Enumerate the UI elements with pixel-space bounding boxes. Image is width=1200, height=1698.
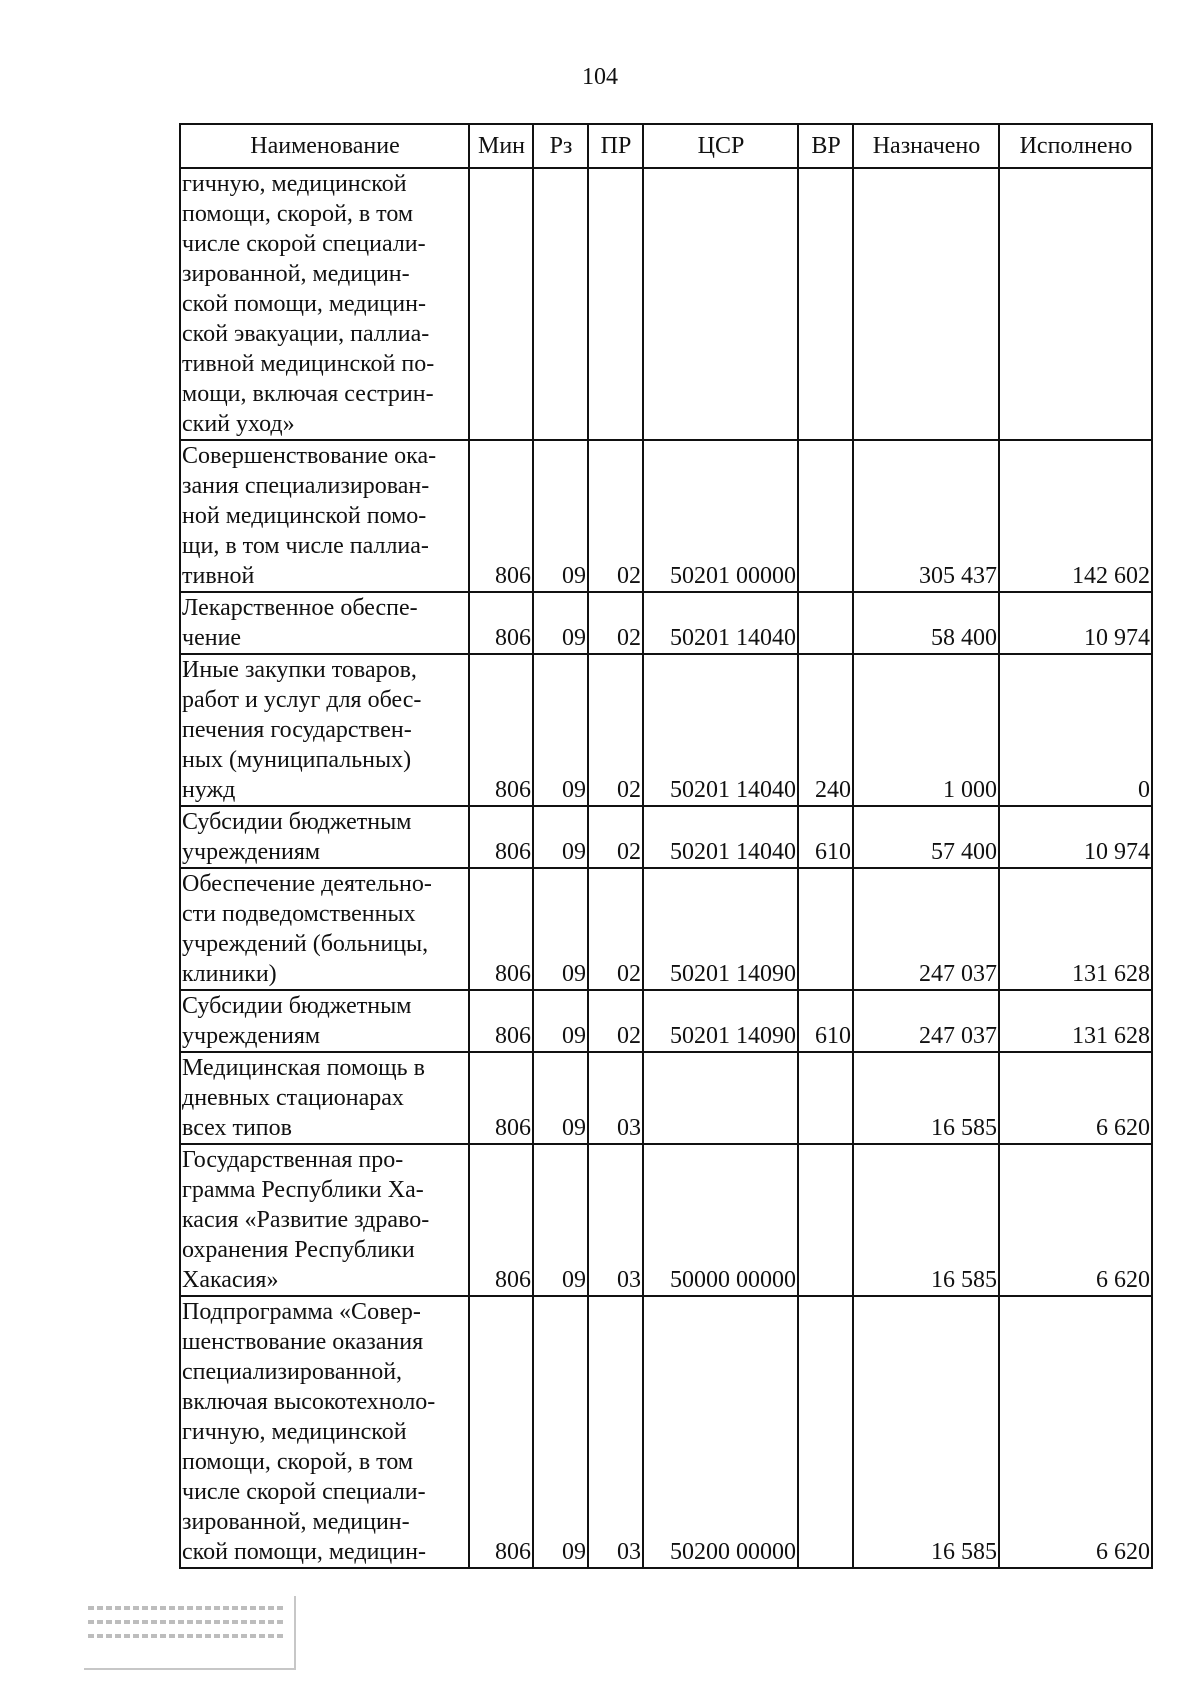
faded-stamp-mark: [84, 1596, 296, 1670]
header-name: Наименование: [180, 124, 469, 168]
cell-name: Совершенствование ока- зания специализирован- ной медицинской помо- щи, в том числе паллиа- тивной: [180, 440, 469, 592]
cell-vr: 240: [798, 654, 853, 806]
cell-assigned: 247 037: [853, 868, 999, 990]
cell-name: Медицинская помощь в дневных стационарах всех типов: [180, 1052, 469, 1144]
table-row: [180, 1296, 1152, 1568]
cell-assigned: 16 585: [853, 1296, 999, 1568]
header-pr: ПР: [588, 124, 643, 168]
cell-csr: 50201 00000: [643, 440, 798, 592]
cell-name: Лекарственное обеспе- чение: [180, 592, 469, 654]
cell-assigned: 1 000: [853, 654, 999, 806]
table-row: [180, 440, 1152, 592]
cell-csr: 50201 14040: [643, 654, 798, 806]
cell-executed: 6 620: [999, 1144, 1152, 1296]
cell-csr: 50201 14040: [643, 592, 798, 654]
cell-rz: 09: [533, 990, 588, 1052]
table-row: [180, 592, 1152, 654]
budget-table: [179, 123, 1153, 1569]
cell-assigned: 57 400: [853, 806, 999, 868]
cell-assigned: 16 585: [853, 1052, 999, 1144]
cell-assigned: 305 437: [853, 440, 999, 592]
cell-csr: 50201 14090: [643, 868, 798, 990]
cell-rz: 09: [533, 440, 588, 592]
cell-pr: 03: [588, 1296, 643, 1568]
cell-min: 806: [469, 806, 533, 868]
cell-pr: 02: [588, 806, 643, 868]
table-row: [180, 1052, 1152, 1144]
cell-name: гичную, медицинской помощи, скорой, в том числе скорой специали- зированной, медицин- ской помощи, медицин- ской эвакуации, паллиа- тивной медицинской по- мощи, включая сестрин- ский уход»: [180, 168, 469, 440]
cell-vr: [798, 440, 853, 592]
cell-executed: 6 620: [999, 1296, 1152, 1568]
cell-name: Подпрограмма «Совер- шенствование оказания специализированной, включая высокотехноло- гичную, медицинской помощи, скорой, в том числе скорой специали- зированной, медицин- ской помощи, медицин-: [180, 1296, 469, 1568]
cell-assigned: 247 037: [853, 990, 999, 1052]
cell-name: Иные закупки товаров, работ и услуг для обес- печения государствен- ных (муниципальных) нужд: [180, 654, 469, 806]
cell-executed: 6 620: [999, 1052, 1152, 1144]
cell-name: Субсидии бюджетным учреждениям: [180, 806, 469, 868]
cell-vr: [798, 168, 853, 440]
cell-pr: 02: [588, 592, 643, 654]
cell-executed: [999, 168, 1152, 440]
cell-pr: 02: [588, 990, 643, 1052]
page-number: 104: [582, 64, 618, 90]
cell-vr: [798, 1296, 853, 1568]
header-rz: Рз: [533, 124, 588, 168]
cell-name: Обеспечение деятельно- сти подведомственных учреждений (больницы, клиники): [180, 868, 469, 990]
cell-csr: 50000 00000: [643, 1144, 798, 1296]
table-row: [180, 868, 1152, 990]
cell-pr: [588, 168, 643, 440]
cell-rz: 09: [533, 868, 588, 990]
cell-name: Субсидии бюджетным учреждениям: [180, 990, 469, 1052]
cell-csr: 50201 14040: [643, 806, 798, 868]
cell-executed: 142 602: [999, 440, 1152, 592]
cell-rz: 09: [533, 1052, 588, 1144]
table-row: [180, 1144, 1152, 1296]
cell-pr: 02: [588, 868, 643, 990]
cell-csr: [643, 168, 798, 440]
header-vr: ВР: [798, 124, 853, 168]
header-row: [180, 124, 1152, 168]
cell-executed: 0: [999, 654, 1152, 806]
cell-vr: 610: [798, 990, 853, 1052]
header-csr: ЦСР: [643, 124, 798, 168]
table-row: [180, 168, 1152, 440]
cell-rz: 09: [533, 592, 588, 654]
cell-assigned: [853, 168, 999, 440]
cell-min: [469, 168, 533, 440]
cell-rz: 09: [533, 1144, 588, 1296]
cell-min: 806: [469, 440, 533, 592]
cell-min: 806: [469, 1052, 533, 1144]
cell-min: 806: [469, 592, 533, 654]
cell-rz: 09: [533, 654, 588, 806]
cell-pr: 02: [588, 440, 643, 592]
header-executed: Исполнено: [999, 124, 1152, 168]
cell-pr: 02: [588, 654, 643, 806]
cell-executed: 131 628: [999, 990, 1152, 1052]
cell-assigned: 16 585: [853, 1144, 999, 1296]
cell-vr: [798, 868, 853, 990]
table-row: [180, 654, 1152, 806]
cell-name: Государственная про- грамма Республики Ха- касия «Развитие здраво- охранения Республики Хакасия»: [180, 1144, 469, 1296]
cell-vr: [798, 1052, 853, 1144]
cell-csr: [643, 1052, 798, 1144]
cell-pr: 03: [588, 1052, 643, 1144]
cell-vr: [798, 592, 853, 654]
cell-min: 806: [469, 1144, 533, 1296]
cell-pr: 03: [588, 1144, 643, 1296]
cell-csr: 50201 14090: [643, 990, 798, 1052]
cell-min: 806: [469, 654, 533, 806]
header-min: Мин: [469, 124, 533, 168]
cell-executed: 131 628: [999, 868, 1152, 990]
cell-rz: 09: [533, 1296, 588, 1568]
cell-assigned: 58 400: [853, 592, 999, 654]
cell-executed: 10 974: [999, 592, 1152, 654]
table-row: [180, 990, 1152, 1052]
table-row: [180, 806, 1152, 868]
cell-executed: 10 974: [999, 806, 1152, 868]
cell-rz: [533, 168, 588, 440]
cell-vr: [798, 1144, 853, 1296]
cell-min: 806: [469, 1296, 533, 1568]
cell-rz: 09: [533, 806, 588, 868]
cell-csr: 50200 00000: [643, 1296, 798, 1568]
cell-min: 806: [469, 868, 533, 990]
cell-min: 806: [469, 990, 533, 1052]
header-assigned: Назначено: [853, 124, 999, 168]
cell-vr: 610: [798, 806, 853, 868]
